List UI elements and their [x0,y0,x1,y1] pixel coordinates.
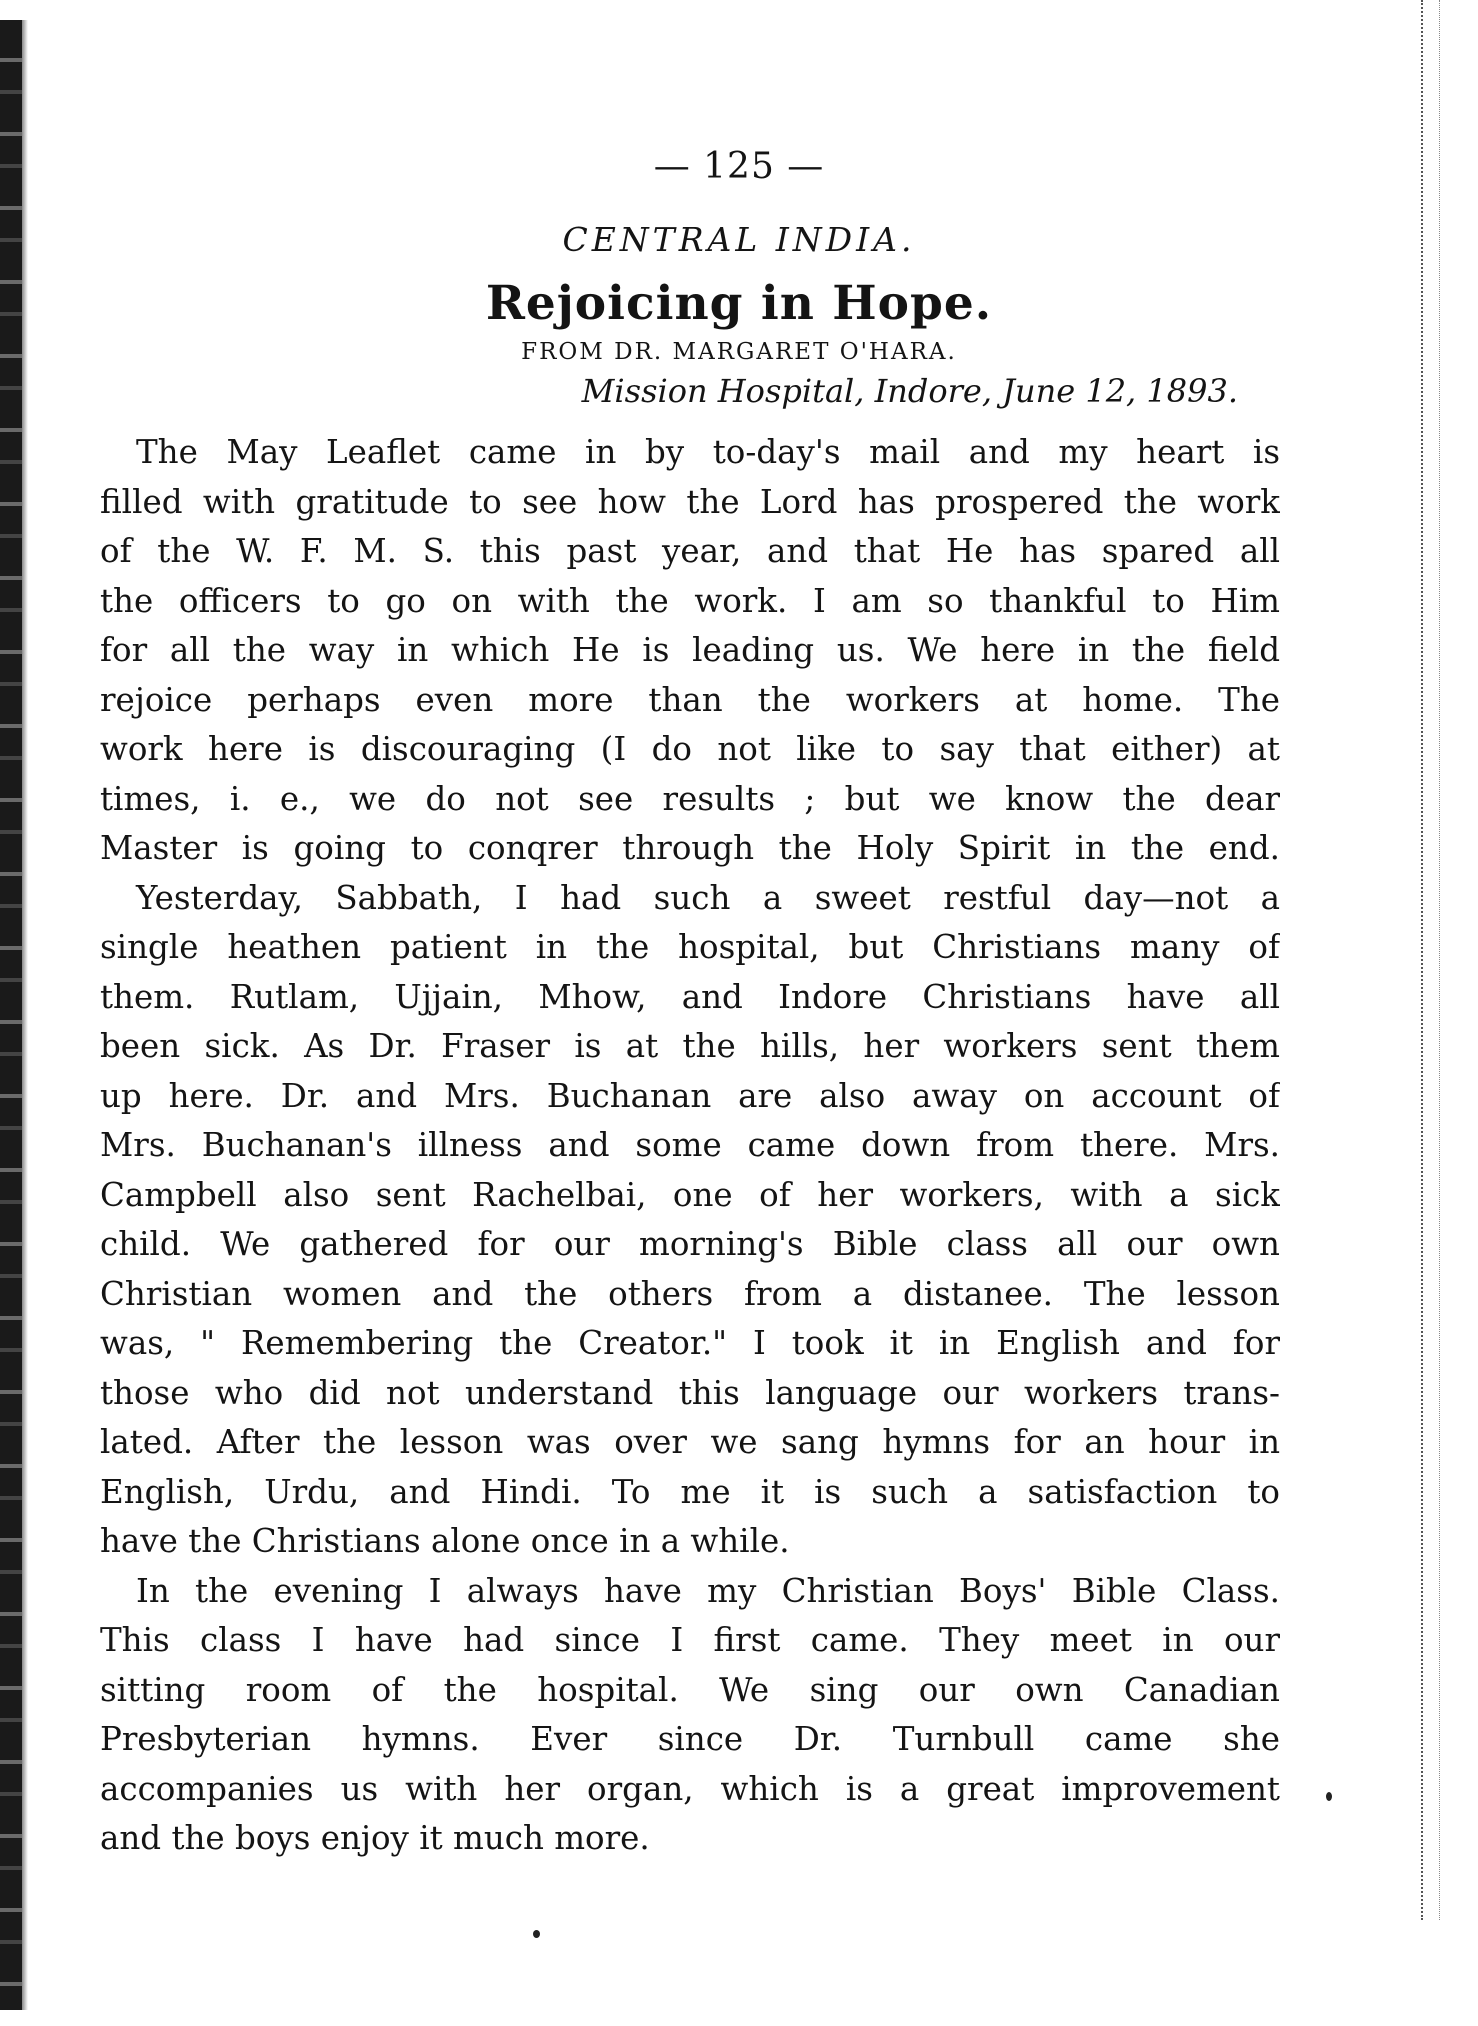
text-line: Campbell also sent Rachelbai, one of her workers, with a sick [100,1175,1280,1214]
text-line: Presbyterian hymns. Ever since Dr. Turnbull came she [100,1720,1280,1758]
article-body [100,428,1280,1864]
paragraph-1 [100,428,1280,874]
text-line: accompanies us with her organ, which is a great improvement [100,1769,1280,1808]
paragraph-3 [100,1567,1280,1864]
text-line: In the evening I always have my Christian Boys' Bible Class. [136,1571,1280,1610]
text-line: was, " Remembering the Creator." I took it in English and for [100,1324,1280,1362]
page-number: — 125 — [653,146,825,187]
text-line: lated. After the lesson was over we sang hymns for an hour in [100,1423,1280,1461]
text-line: This class I have had since I first came. They meet in our [100,1621,1280,1659]
text-line: Mrs. Buchanan's illness and some came down from there. Mrs. [100,1126,1280,1164]
text-line: filled with gratitude to see how the Lord has prospered the work [100,482,1280,521]
text-line: have the Christians alone once in a while. [100,1522,790,1560]
text-line: up here. Dr. and Mrs. Buchanan are also away on account of [100,1076,1280,1115]
byline: FROM DR. MARGARET O'HARA. [521,339,957,365]
text-line: times, i. e., we do not see results ; but we know the dear [100,779,1280,818]
text-line: been sick. As Dr. Fraser is at the hills, her workers sent them [100,1027,1280,1065]
text-line: English, Urdu, and Hindi. To me it is such a satisfaction to [100,1472,1280,1511]
ink-speck [533,1930,540,1938]
text-line: child. We gathered for our morning's Bible class all our own [100,1225,1280,1263]
text-line: single heathen patient in the hospital, but Christians many of [100,928,1280,966]
paragraph-2 [100,874,1280,1567]
text-line: rejoice perhaps even more than the workers at home. The [100,680,1280,719]
dateline: Mission Hospital, Indore, June 12, 1893. [581,372,1238,410]
text-line: and the boys enjoy it much more. [100,1819,650,1857]
article-title: Rejoicing in Hope. [485,276,993,331]
text-line: for all the way in which He is leading us. We here in the field [100,631,1280,669]
text-line: Yesterday, Sabbath, I had such a sweet restful day—not a [136,878,1280,917]
text-line: the officers to go on with the work. I am so thankful to Him [100,581,1280,620]
ink-speck [1326,1792,1332,1801]
text-line: sitting room of the hospital. We sing our own Canadian [100,1670,1280,1709]
text-line: Christian women and the others from a distanee. The lesson [100,1274,1280,1313]
text-line: work here is discouraging (I do not like to say that either) at [100,730,1280,768]
section-title: CENTRAL INDIA. [562,220,916,259]
text-line: The May Leaflet came in by to-day's mail and my heart is [136,433,1280,471]
text-line: Master is going to conqrer through the Holy Spirit in the end. [100,829,1280,867]
text-line: of the W. F. M. S. this past year, and that He has spared all [100,532,1280,570]
text-line: them. Rutlam, Ujjain, Mhow, and Indore Christians have all [100,977,1280,1016]
text-line: those who did not understand this language our workers trans- [100,1373,1280,1412]
